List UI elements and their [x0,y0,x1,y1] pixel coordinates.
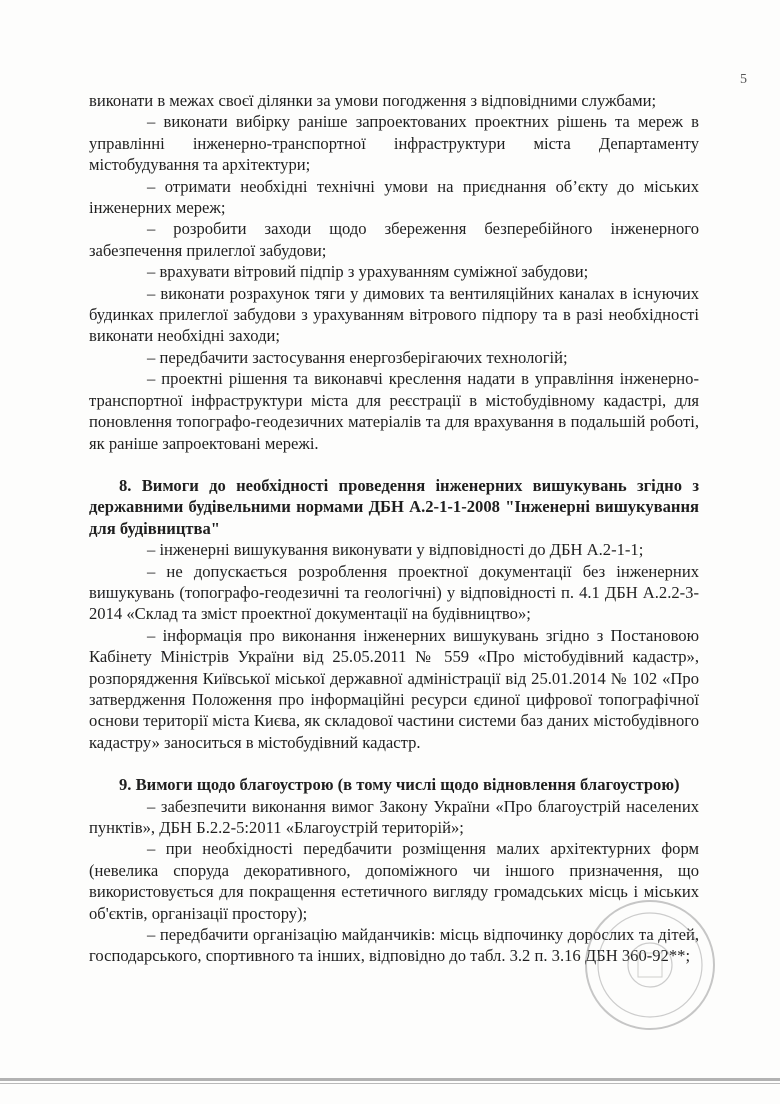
list-item: – проектні рішення та виконавчі креслення надати в управління інженерно-транспортної інфраструктури міста для реєстрації в містобудівному кадастрі, для поновлення топографо-геодезичних матеріалів та для врахування в подальшій роботі, як раніше запроектовані мережі. [89,369,699,453]
document-body [89,90,699,967]
stamp-seal-icon [580,895,720,1035]
list-item: – врахувати вітровий підпір з урахуванням суміжної забудови; [147,262,589,282]
list-item: – виконати вибірку раніше запроектованих проектних рішень та мереж в управлінні інженерно-транспортної інфраструктури міста Департаменту містобудування та архітектури; [89,112,699,175]
list-item: – передбачити організацію майданчиків: місць відпочинку дорослих та дітей, господарського, спортивного та інших, відповідно до табл. 3.2 п. 3.16 ДБН 360-92**; [89,925,699,966]
list-item: – при необхідності передбачити розміщення малих архітектурних форм (невелика споруда декоративного, допоміжного чи іншого призначення, що використовується для покращення естетичного вигляду громадських місць і міських об'єктів, організації простору); [89,839,699,923]
page-number: 5 [740,72,747,87]
page-bottom-rule-thin [0,1083,780,1084]
list-item: – інформація про виконання інженерних вишукувань згідно з Постановою Кабінету Міністрів України від 25.05.2011 № 559 «Про містобудівний кадастр», розпорядження Київської міської державної адміністрації від 25.01.2014 № 102 «Про затвердження Положення про інформаційні ресурси єдиної цифрової топографічної основи території міста Києва, як складової частини системи баз даних містобудівного кадастру» заноситься в містобудівний кадастр. [89,625,699,752]
list-item: – не допускається розроблення проектної документації без інженерних вишукувань (топографо-геодезичні та геологічні) у відповідності п. 4.1 ДБН А.2.2-3-2014 «Склад та зміст проектної документації на будівництво»; [89,561,699,624]
section-9-heading: 9. Вимоги щодо благоустрою (в тому числі щодо відновлення благоустрою) [119,775,680,795]
paragraph: виконати в межах своєї ділянки за умови погодження з відповідними службами; [89,91,657,110]
list-item: – інженерні вишукування виконувати у відповідності до ДБН А.2-1-1; [147,540,644,560]
list-item: – розробити заходи щодо збереження безперебійного інженерного забезпечення прилеглої забудови; [89,219,699,260]
section-8-heading: 8. Вимоги до необхідності проведення інженерних вишукувань згідно з державними будівельними нормами ДБН А.2-1-1-2008 "Інженерні вишукування для будівництва" [89,475,699,538]
page-bottom-rule [0,1078,780,1081]
list-item: – виконати розрахунок тяги у димових та вентиляційних каналах в існуючих будинках прилеглої забудови з урахуванням вітрового підпору та в разі необхідності виконати необхідні заходи; [89,283,699,346]
list-item: – забезпечити виконання вимог Закону України «Про благоустрій населених пунктів», ДБН Б.2.2-5:2011 «Благоустрій територій»; [89,796,699,837]
list-item: – передбачити застосування енергозберігаючих технологій; [147,347,568,367]
list-item: – отримати необхідні технічні умови на приєднання об’єкту до міських інженерних мереж; [89,176,699,218]
